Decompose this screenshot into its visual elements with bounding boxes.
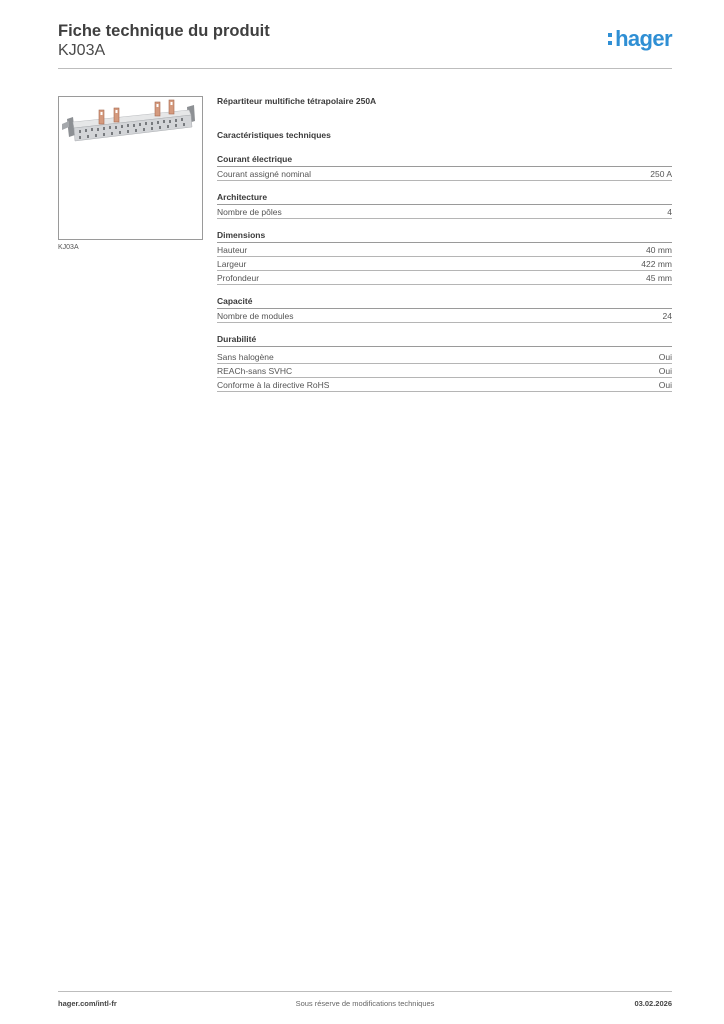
spec-label: Profondeur <box>217 273 260 283</box>
logo-wordmark: hager <box>615 26 672 51</box>
spec-section-architecture <box>217 192 672 219</box>
spec-label: Conforme à la directive RoHS <box>217 380 330 390</box>
spec-label: Courant assigné nominal <box>217 169 312 179</box>
spec-value: Oui <box>658 380 672 390</box>
spec-value: 422 mm <box>641 259 672 269</box>
spec-value: 4 <box>667 207 672 217</box>
spec-row <box>217 309 672 323</box>
hager-logo <box>608 27 672 51</box>
spec-label: Nombre de modules <box>217 311 294 321</box>
busbar-distributor-image <box>59 97 204 241</box>
footer-divider <box>58 991 672 992</box>
spec-label: Largeur <box>217 259 247 269</box>
spec-section-dimensions <box>217 230 672 285</box>
section-title: Architecture <box>217 192 672 205</box>
spec-value: Oui <box>658 352 672 362</box>
spec-row <box>217 257 672 271</box>
spec-row <box>217 167 672 181</box>
product-description: Répartiteur multifiche tétrapolaire 250A <box>217 96 377 106</box>
spec-section-capacite <box>217 296 672 323</box>
specs-heading: Caractéristiques techniques <box>217 130 331 140</box>
spec-value: 250 A <box>650 169 672 179</box>
spec-row <box>217 378 672 392</box>
logo-colon-icon <box>608 33 612 49</box>
product-image-frame <box>58 96 203 240</box>
spec-value: 45 mm <box>646 273 672 283</box>
spec-row <box>217 364 672 378</box>
spec-label: Hauteur <box>217 245 248 255</box>
footer-notice: Sous réserve de modifications techniques <box>295 999 435 1008</box>
spec-section-durabilite <box>217 334 672 392</box>
section-title: Capacité <box>217 296 672 309</box>
spec-value: 40 mm <box>646 245 672 255</box>
spec-label: Sans halogène <box>217 352 274 362</box>
page-header <box>58 22 672 61</box>
spec-value: 24 <box>662 311 672 321</box>
spec-row <box>217 243 672 257</box>
spec-row <box>217 350 672 364</box>
spec-row <box>217 271 672 285</box>
spec-row <box>217 205 672 219</box>
footer-date: 03.02.2026 <box>634 999 672 1008</box>
product-reference: KJ03A <box>58 42 106 59</box>
page-title: Fiche technique du produit <box>58 22 270 40</box>
spec-value: Oui <box>658 366 672 376</box>
product-specifications <box>217 96 672 403</box>
spec-label: Nombre de pôles <box>217 207 282 217</box>
section-title: Durabilité <box>217 334 672 347</box>
footer-website-link[interactable]: hager.com/intl-fr <box>58 999 117 1008</box>
section-title: Courant électrique <box>217 154 672 167</box>
section-title: Dimensions <box>217 230 672 243</box>
header-divider <box>58 68 672 69</box>
image-caption: KJ03A <box>58 244 79 251</box>
spec-section-courant <box>217 154 672 181</box>
spec-label: REACh-sans SVHC <box>217 366 293 376</box>
